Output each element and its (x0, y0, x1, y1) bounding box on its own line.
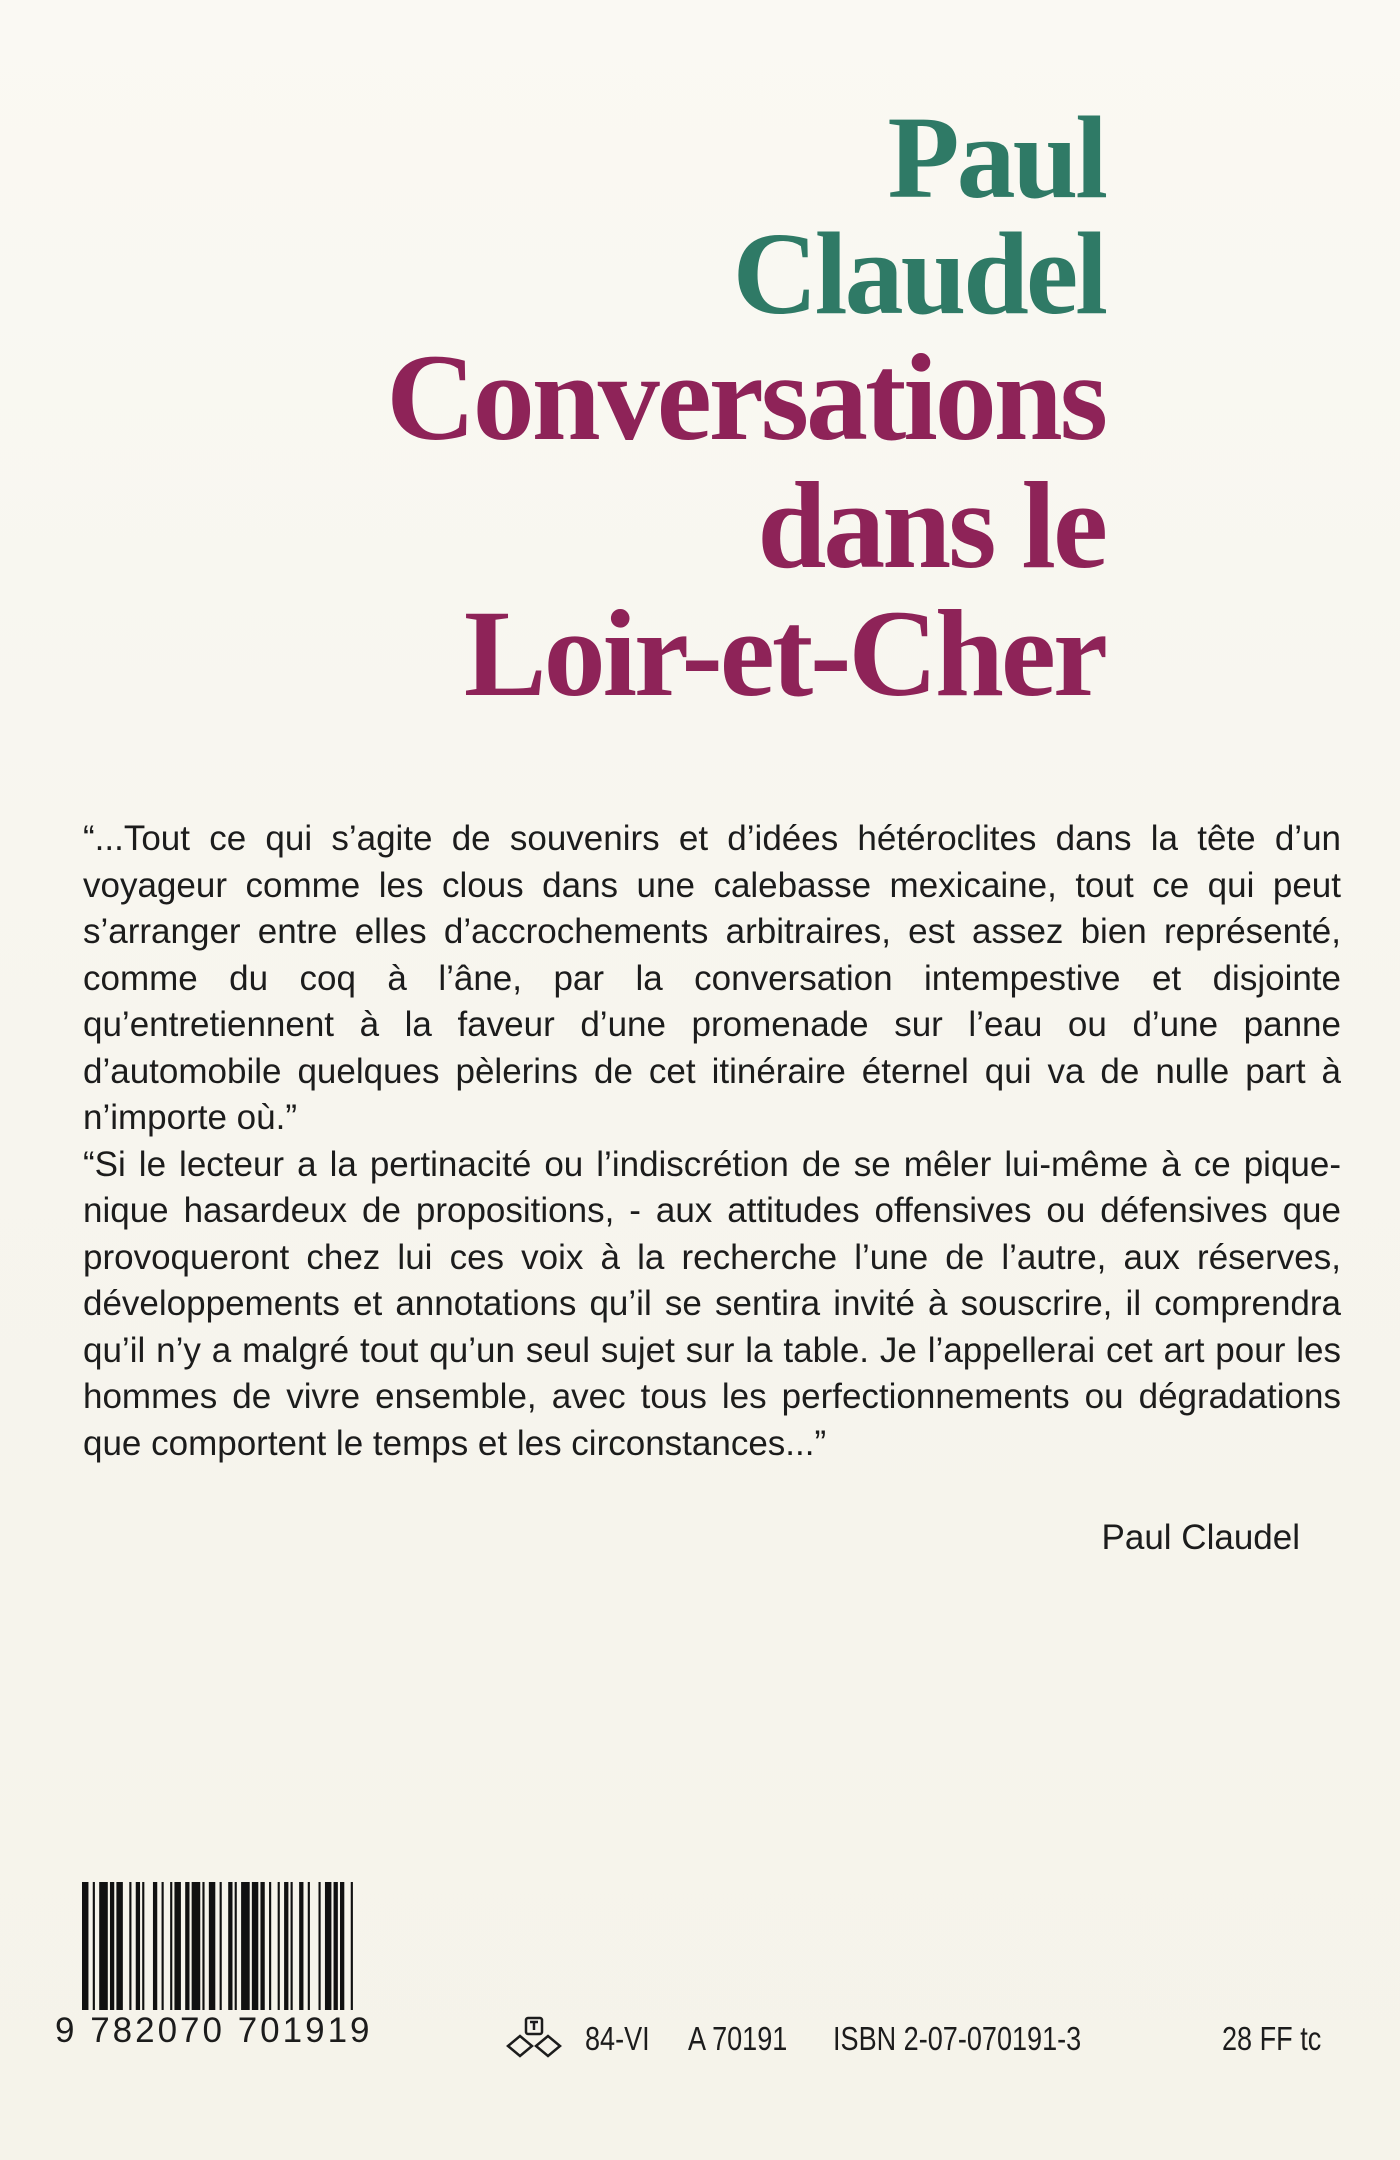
barcode-number: 9 782070 701919 (55, 2011, 373, 2050)
isbn: ISBN 2-07-070191-3 (833, 2020, 1082, 2057)
author-last-name: Claudel (732, 208, 1105, 339)
publisher-logo-icon (504, 2014, 564, 2062)
blurb-signature: Paul Claudel (1101, 1518, 1300, 1557)
title-line-1: Conversations (386, 329, 1105, 466)
title-line-3: Loir-et-Cher (463, 585, 1105, 722)
author-first-name: Paul (887, 92, 1105, 223)
title-block (386, 92, 1105, 722)
blurb-quote (83, 816, 1341, 1467)
catalog-number: A 70191 (688, 2020, 788, 2057)
barcode (82, 1882, 410, 2010)
series-code: 84-VI (585, 2020, 650, 2057)
price: 28 FF tc (1222, 2020, 1322, 2057)
title-line-2: dans le (757, 457, 1105, 594)
blurb-paragraph-1: “...Tout ce qui s’agite de souvenirs et d’idées hétéroclites dans la tête d’un voyageur comme les clous dans une calebasse mexicaine, tout ce qui peut s’arranger entre elles d’accrochements arbitraires, est assez bien représenté, comme du coq à l’âne, par la conversation intempestive et disjointe qu’entretiennent à la faveur d’une promenade sur l’eau ou d’une panne d’automobile quelques pèlerins de cet itinéraire éternel qui va de nulle part à n’importe où.” (83, 819, 1341, 1137)
blurb-paragraph-2: “Si le lecteur a la pertinacité ou l’indiscrétion de se mêler lui-même à ce pique-nique hasardeux de propositions, - aux attitudes offensives ou défensives que provoqueront chez lui ces voix à la recherche l’une de l’autre, aux réserves, développements et annotations qu’il se sentira invité à souscrire, il comprendra qu’il n’y a malgré tout qu’un seul sujet sur la table. Je l’appellerai cet art pour les hommes de vivre ensemble, avec tous les perfectionnements ou dégradations que comportent le temps et les circonstances...” (83, 1144, 1341, 1463)
